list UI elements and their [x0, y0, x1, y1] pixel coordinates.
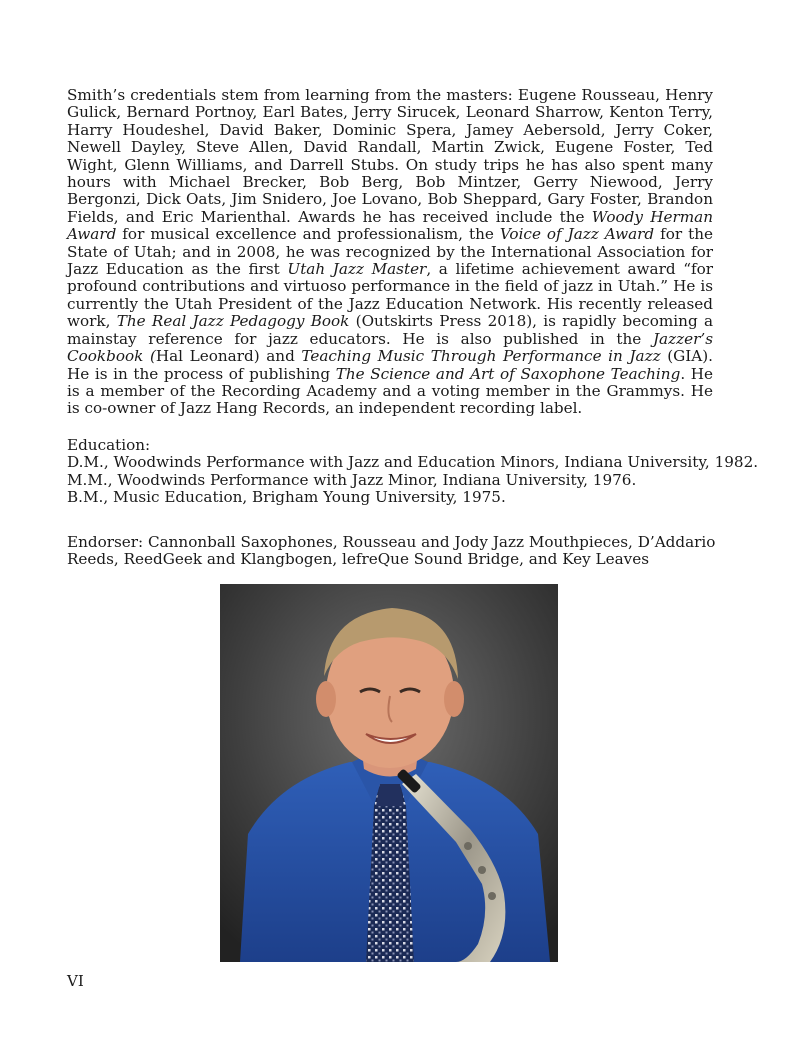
bio-text: for the State of Utah; and in 2008, he was recognized by the International Association for Jazz Education as the first — [67, 225, 713, 279]
page-number: VI — [67, 972, 84, 990]
portrait-photo — [220, 584, 558, 962]
degree-item: D.M., Woodwinds Performance with Jazz and Education Minors, Indiana University, 1982. — [67, 453, 759, 472]
bio-text: (GIA). He is in the process of publishing — [67, 347, 713, 383]
book-title: The Real Jazz Pedagogy Book — [116, 312, 350, 331]
bio-text: . He is a member of the Recording Academy and a voting member in the Grammys. He is co-owner of Jazz Hang Records, an independent recording label. — [67, 364, 714, 418]
biography-paragraph — [67, 87, 713, 418]
education-section — [67, 436, 759, 507]
book-title: The Science and Art of Saxophone Teaching — [335, 364, 681, 383]
education-heading: Education: — [67, 436, 151, 454]
bio-text: Hal Leonard) and — [155, 347, 302, 366]
book-title: Jazzer’s Cookbook ( — [67, 329, 713, 366]
degree-item: M.M., Woodwinds Performance with Jazz Minor, Indiana University, 1976. — [67, 470, 637, 489]
award-title: Woody Herman Award — [67, 207, 713, 244]
award-title: Voice of Jazz Award — [499, 225, 655, 244]
bio-text: Smith’s credentials stem from learning from the masters: Eugene Rousseau, Henry Gulick, Bernard Portnoy, Earl Bates, Jerry Sirucek, Leonard Sharrow, Kenton Terry, Harry Houdeshel, David Baker, Dominic Spera, Jamey Aebersold, Jerry Coker, Newell Dayley, Steve Allen, David Randall, Martin Zwick, Eugene Foster, Ted Wight, Glenn Williams, and Darrell Stubs. On study trips he has also spent many hours with Michael Brecker, Bob Berg, Bob Mintzer, Gerry Niewood, Jerry Bergonzi, Dick Oats, Jim Snidero, Joe Lovano, Bob Sheppard, Gary Foster, Brandon Fields, and Eric Marienthal. Awards he has received include the — [67, 86, 713, 226]
bio-text: for musical excellence and professionalism, the — [116, 225, 500, 244]
bio-text: , a lifetime achievement award “for profound contributions and virtuoso performance in the field of jazz in Utah.” He is currently the Utah President of the Jazz Education Network. His recently released work, — [67, 260, 713, 331]
bio-text: (Outskirts Press 2018), is rapidly becoming a mainstay reference for jazz educators. He is also published in the — [67, 312, 714, 348]
degree-item: B.M., Music Education, Brigham Young University, 1975. — [67, 488, 506, 507]
book-title: Teaching Music Through Performance in Jazz — [301, 347, 661, 366]
award-title: Utah Jazz Master — [287, 260, 427, 279]
endorser-line: Endorser: Cannonball Saxophones, Rousseau and Jody Jazz Mouthpieces, D’Addario Reeds, ReedGeek and Klangbogen, lefreQue Sound Bridge, and Key Leaves — [67, 533, 716, 569]
